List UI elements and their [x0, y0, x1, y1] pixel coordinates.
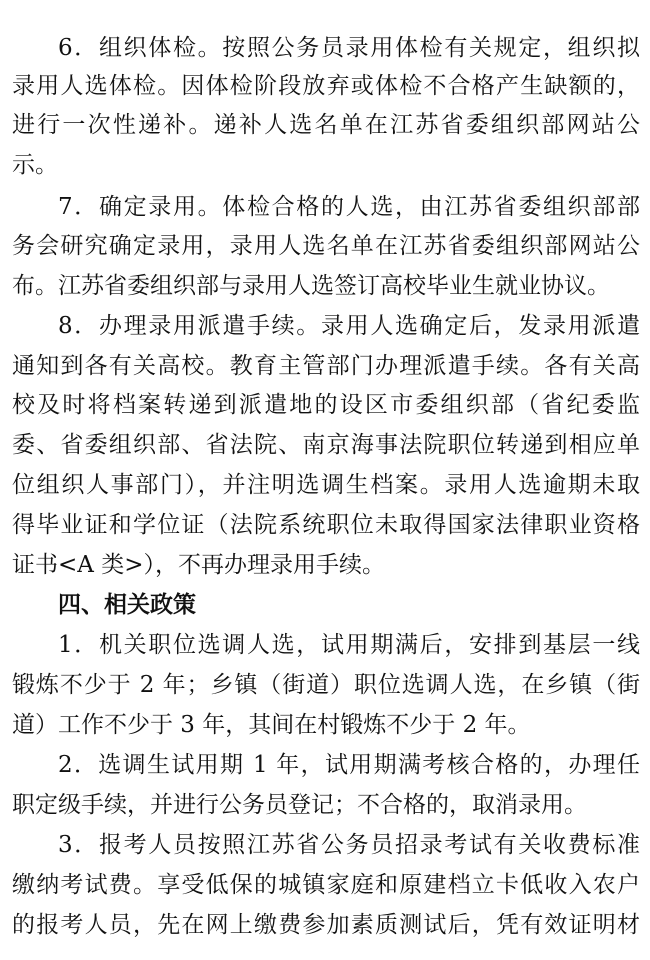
policy-3-line-2: 缴纳考试费。享受低保的城镇家庭和原建档立卡低收入农户: [12, 872, 640, 898]
policy-1-line-2: 锻炼不少于 2 年；乡镇（街道）职位选调人选，在乡镇（街: [12, 672, 640, 698]
paragraph-6-line-3: 进行一次性递补。递补人选名单在江苏省委组织部网站公: [12, 112, 640, 138]
policy-2-line-2: 职定级手续，并进行公务员登记；不合格的，取消录用。: [12, 792, 587, 818]
paragraph-6-line-1: 6．组织体检。按照公务员录用体检有关规定，组织拟: [58, 35, 640, 61]
section-heading: 四、相关政策: [58, 591, 196, 618]
paragraph-7-line-1: 7．确定录用。体检合格的人选，由江苏省委组织部部: [58, 194, 640, 220]
paragraph-6-line-2: 录用人选体检。因体检阶段放弃或体检不合格产生缺额的，: [12, 73, 640, 99]
paragraph-8-line-7: 证书<A 类>），不再办理录用手续。: [12, 552, 385, 578]
paragraph-8-line-6: 得毕业证和学位证（法院系统职位未取得国家法律职业资格: [12, 512, 640, 538]
paragraph-8-line-2: 通知到各有关高校。教育主管部门办理派遣手续。各有关高: [12, 353, 640, 379]
paragraph-7-line-3: 布。江苏省委组织部与录用人选签订高校毕业生就业协议。: [12, 273, 610, 299]
paragraph-8-line-5: 位组织人事部门），并注明选调生档案。录用人选逾期未取: [12, 472, 640, 498]
policy-1-line-3: 道）工作不少于 3 年，其间在村锻炼不少于 2 年。: [12, 712, 531, 738]
policy-2-line-1: 2．选调生试用期 1 年，试用期满考核合格的，办理任: [58, 752, 640, 778]
paragraph-8-line-3: 校及时将档案转递到派遣地的设区市委组织部（省纪委监: [12, 392, 640, 418]
policy-1-line-1: 1．机关职位选调人选，试用期满后，安排到基层一线: [58, 632, 640, 658]
paragraph-6-line-4: 示。: [12, 152, 58, 178]
paragraph-8-line-4: 委、省委组织部、省法院、南京海事法院职位转递到相应单: [12, 432, 640, 458]
policy-3-line-3: 的报考人员，先在网上缴费参加素质测试后，凭有效证明材: [12, 912, 640, 938]
policy-3-line-1: 3．报考人员按照江苏省公务员招录考试有关收费标准: [58, 832, 640, 858]
paragraph-8-line-1: 8．办理录用派遣手续。录用人选确定后，发录用派遣: [58, 313, 640, 339]
paragraph-7-line-2: 务会研究确定录用，录用人选名单在江苏省委组织部网站公: [12, 233, 640, 259]
